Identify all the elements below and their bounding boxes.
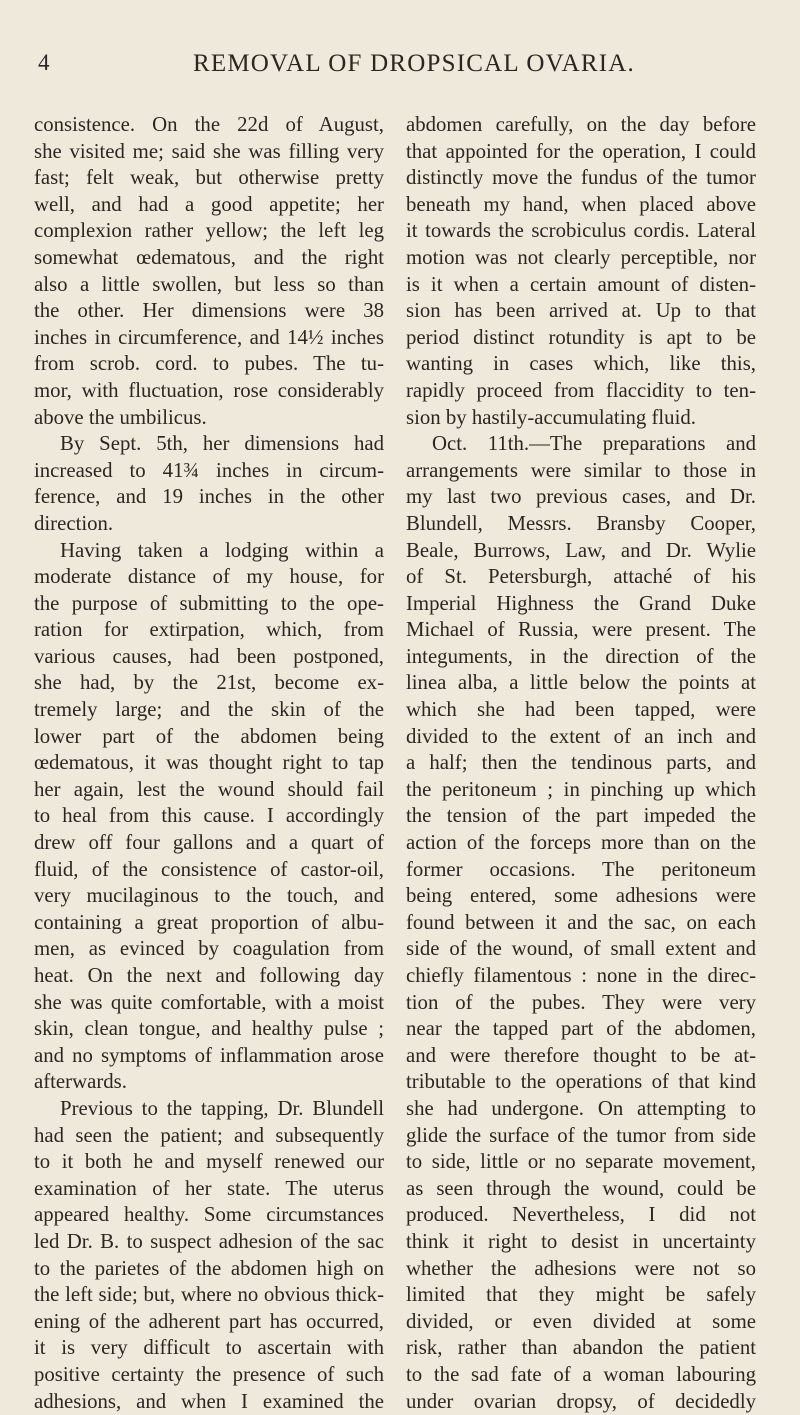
text-line: side of the wound, of small extent and xyxy=(406,936,756,963)
text-line: tributable to the operations of that kind xyxy=(406,1069,756,1096)
text-line: abdomen carefully, on the day before xyxy=(406,112,756,139)
text-line: men, as evinced by coagulation from xyxy=(34,936,384,963)
text-line: positive certainty the presence of such xyxy=(34,1362,384,1389)
text-line: Oct. 11th.—The preparations and xyxy=(406,431,756,458)
text-line: drew off four gallons and a quart of xyxy=(34,830,384,857)
text-line: she was quite comfortable, with a moist xyxy=(34,990,384,1017)
text-line: that appointed for the operation, I could xyxy=(406,139,756,166)
text-line: heat. On the next and following day xyxy=(34,963,384,990)
text-line: increased to 41¾ inches in circum- xyxy=(34,458,384,485)
text-line: a half; then the tendinous parts, and xyxy=(406,750,756,777)
text-line: risk, rather than abandon the patient xyxy=(406,1335,756,1362)
text-line: action of the forceps more than on the xyxy=(406,830,756,857)
text-line: œdematous, it was thought right to tap xyxy=(34,750,384,777)
text-line: arrangements were similar to those in xyxy=(406,458,756,485)
text-line: skin, clean tongue, and healthy pulse ; xyxy=(34,1016,384,1043)
text-line: Having taken a lodging within a xyxy=(34,538,384,565)
text-line: of St. Petersburgh, attaché of his xyxy=(406,564,756,591)
text-line: former occasions. The peritoneum xyxy=(406,857,756,884)
text-line: under ovarian dropsy, of decidedly xyxy=(406,1389,756,1415)
text-line: it towards the scrobiculus cordis. Lateral xyxy=(406,218,756,245)
text-line: my last two previous cases, and Dr. xyxy=(406,484,756,511)
text-line: very mucilaginous to the touch, and xyxy=(34,883,384,910)
text-line: integuments, in the direction of the xyxy=(406,644,756,671)
text-line: to the sad fate of a woman labouring xyxy=(406,1362,756,1389)
text-line: as seen through the wound, could be xyxy=(406,1176,756,1203)
text-line: the purpose of submitting to the ope- xyxy=(34,591,384,618)
text-line: wanting in cases which, like this, xyxy=(406,351,756,378)
text-line: tion of the pubes. They were very xyxy=(406,990,756,1017)
left-text-column xyxy=(34,112,384,1415)
text-line: glide the surface of the tumor from side xyxy=(406,1123,756,1150)
text-line: and no symptoms of inflammation arose xyxy=(34,1043,384,1070)
text-line: ference, and 19 inches in the other xyxy=(34,484,384,511)
text-line: from scrob. cord. to pubes. The tu- xyxy=(34,351,384,378)
text-line: adhesions, and when I examined the xyxy=(34,1389,384,1415)
text-line: near the tapped part of the abdomen, xyxy=(406,1016,756,1043)
text-line: fluid, of the consistence of castor-oil, xyxy=(34,857,384,884)
text-line: fast; felt weak, but otherwise pretty xyxy=(34,165,384,192)
text-line: moderate distance of my house, for xyxy=(34,564,384,591)
text-line: various causes, had been postponed, xyxy=(34,644,384,671)
text-line: her again, lest the wound should fail xyxy=(34,777,384,804)
text-line: beneath my hand, when placed above xyxy=(406,192,756,219)
text-line: chiefly filamentous : none in the direc- xyxy=(406,963,756,990)
text-line: rapidly proceed from flaccidity to ten- xyxy=(406,378,756,405)
text-line: the tension of the part impeded the xyxy=(406,803,756,830)
text-line: and were therefore thought to be at- xyxy=(406,1043,756,1070)
text-line: divided to the extent of an inch and xyxy=(406,724,756,751)
text-line: to side, little or no separate movement, xyxy=(406,1149,756,1176)
text-line: sion by hastily-accumulating fluid. xyxy=(406,405,756,432)
text-line: well, and had a good appetite; her xyxy=(34,192,384,219)
text-line: inches in circumference, and 14½ inches xyxy=(34,325,384,352)
text-line: appeared healthy. Some circumstances xyxy=(34,1202,384,1229)
text-line: divided, or even divided at some xyxy=(406,1309,756,1336)
text-line: produced. Nevertheless, I did not xyxy=(406,1202,756,1229)
text-line: she had undergone. On attempting to xyxy=(406,1096,756,1123)
text-line: ration for extirpation, which, from xyxy=(34,617,384,644)
text-line: Imperial Highness the Grand Duke xyxy=(406,591,756,618)
text-line: found between it and the sac, on each xyxy=(406,910,756,937)
text-line: think it right to desist in uncertainty xyxy=(406,1229,756,1256)
text-line: afterwards. xyxy=(34,1069,384,1096)
text-line: she had, by the 21st, become ex- xyxy=(34,670,384,697)
text-line: ening of the adherent part has occurred, xyxy=(34,1309,384,1336)
text-line: Michael of Russia, were present. The xyxy=(406,617,756,644)
text-line: it is very difficult to ascertain with xyxy=(34,1335,384,1362)
right-text-column xyxy=(406,112,756,1415)
text-line: which she had been tapped, were xyxy=(406,697,756,724)
text-line: being entered, some adhesions were xyxy=(406,883,756,910)
text-line: lower part of the abdomen being xyxy=(34,724,384,751)
text-line: complexion rather yellow; the left leg xyxy=(34,218,384,245)
text-line: the left side; but, where no obvious thick- xyxy=(34,1282,384,1309)
text-line: to it both he and myself renewed our xyxy=(34,1149,384,1176)
page-number: 4 xyxy=(38,50,50,76)
text-line: Previous to the tapping, Dr. Blundell xyxy=(34,1096,384,1123)
text-line: to the parietes of the abdomen high on xyxy=(34,1256,384,1283)
text-line: limited that they might be safely xyxy=(406,1282,756,1309)
text-line: she visited me; said she was filling very xyxy=(34,139,384,166)
text-line: Beale, Burrows, Law, and Dr. Wylie xyxy=(406,538,756,565)
text-line: Blundell, Messrs. Bransby Cooper, xyxy=(406,511,756,538)
text-line: somewhat œdematous, and the right xyxy=(34,245,384,272)
text-line: is it when a certain amount of disten- xyxy=(406,272,756,299)
text-line: distinctly move the fundus of the tumor xyxy=(406,165,756,192)
text-line: led Dr. B. to suspect adhesion of the sac xyxy=(34,1229,384,1256)
text-line: motion was not clearly perceptible, nor xyxy=(406,245,756,272)
running-title: REMOVAL OF DROPSICAL OVARIA. xyxy=(30,50,770,78)
text-line: whether the adhesions were not so xyxy=(406,1256,756,1283)
text-line: period distinct rotundity is apt to be xyxy=(406,325,756,352)
page-header xyxy=(30,50,770,90)
text-line: containing a great proportion of albu- xyxy=(34,910,384,937)
text-line: to heal from this cause. I accordingly xyxy=(34,803,384,830)
text-line: linea alba, a little below the points at xyxy=(406,670,756,697)
text-line: also a little swollen, but less so than xyxy=(34,272,384,299)
text-line: mor, with fluctuation, rose considerably xyxy=(34,378,384,405)
text-line: sion has been arrived at. Up to that xyxy=(406,298,756,325)
text-line: had seen the patient; and subsequently xyxy=(34,1123,384,1150)
text-line: consistence. On the 22d of August, xyxy=(34,112,384,139)
text-line: direction. xyxy=(34,511,384,538)
text-line: the other. Her dimensions were 38 xyxy=(34,298,384,325)
text-line: By Sept. 5th, her dimensions had xyxy=(34,431,384,458)
text-line: above the umbilicus. xyxy=(34,405,384,432)
text-line: examination of her state. The uterus xyxy=(34,1176,384,1203)
text-line: the peritoneum ; in pinching up which xyxy=(406,777,756,804)
text-line: tremely large; and the skin of the xyxy=(34,697,384,724)
